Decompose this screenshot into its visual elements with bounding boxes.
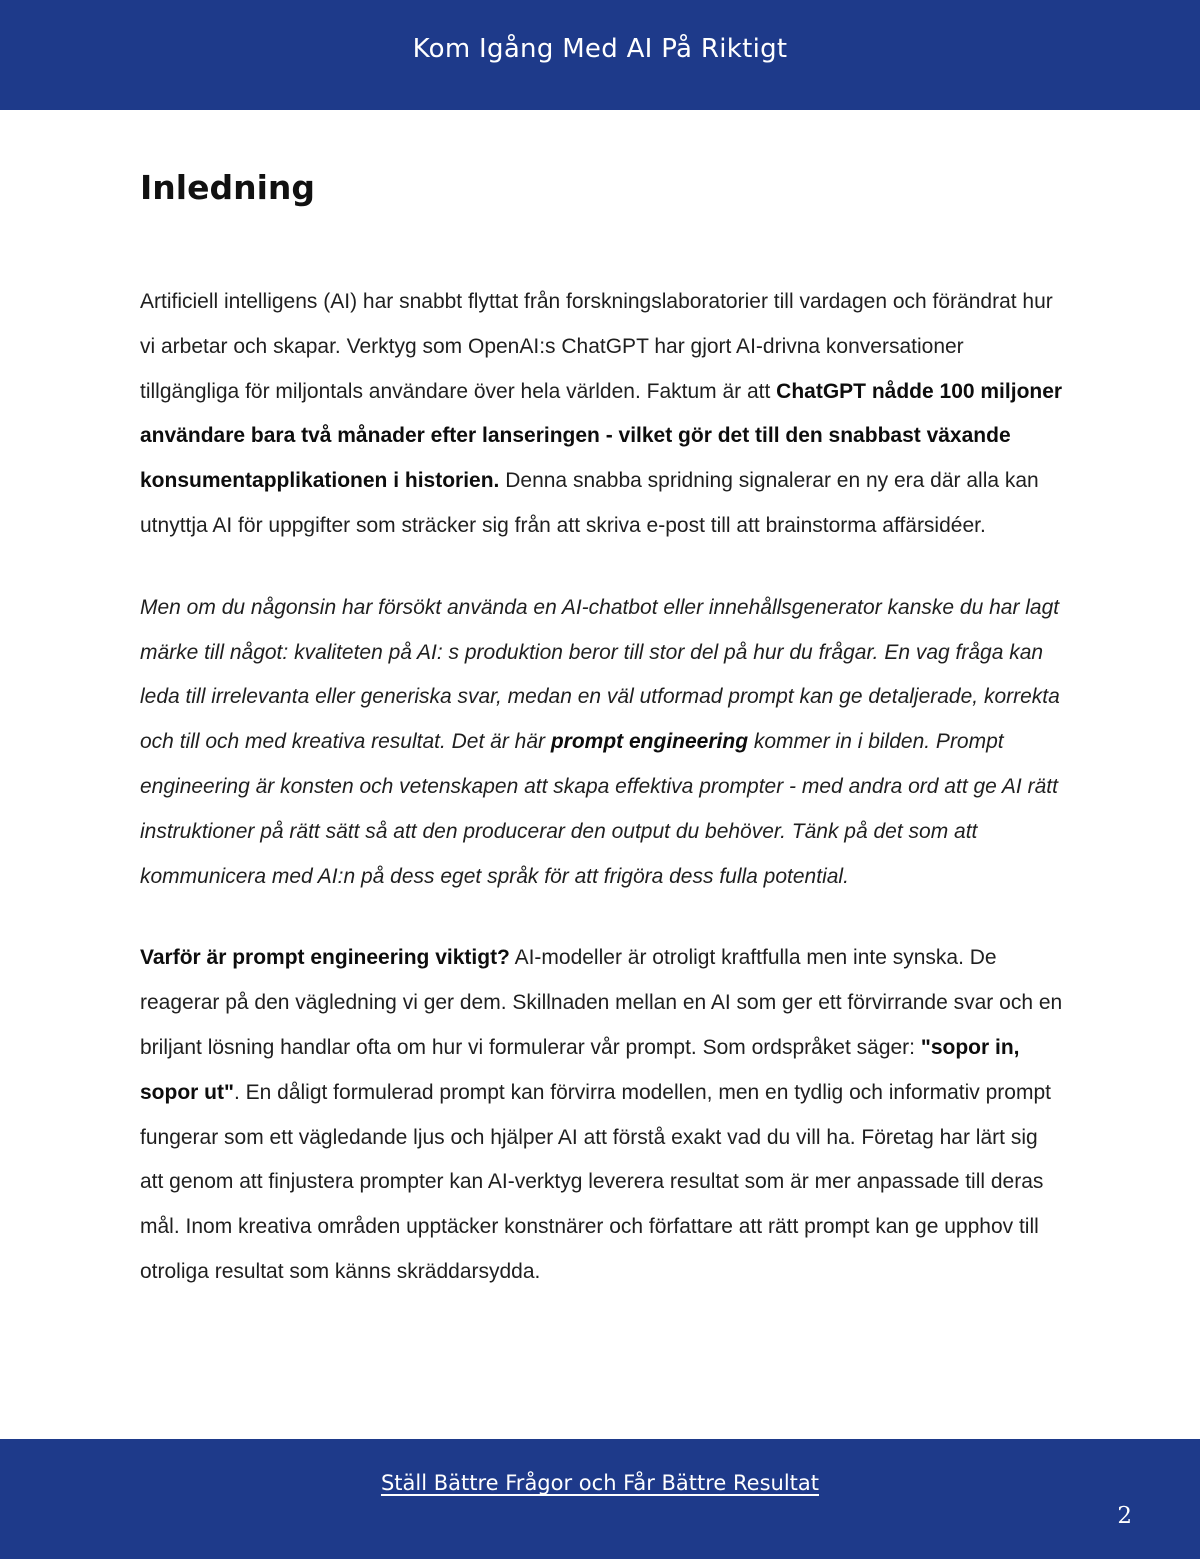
why-bold-question: Varför är prompt engineering viktigt? [140, 946, 510, 970]
pe-bold-term: prompt engineering [550, 730, 749, 754]
intro-bold-fact: ChatGPT nådde 100 miljoner användare bara två månader efter lanseringen - vilket gör det till den snabbast växande konsumentapplikationen i historien. [140, 379, 1063, 493]
paragraph-prompt-engineering [140, 586, 1065, 900]
section-heading: Inledning [140, 168, 316, 207]
pe-text-continued: kommer in i bilden. Prompt engineering är konsten och vetenskapen att skapa effektiva prompter - med andra ord att ge AI rätt instruktioner på rätt sätt så att den producerar den output du behöver. Tänk på det som att kommunicera med AI:n på dess eget språk för att frigöra dess fulla potential. [140, 730, 1058, 888]
why-text: AI-modeller är otroligt kraftfulla men inte synska. De reagerar på den vägledning vi ger dem. Skillnaden mellan en AI som ger ett förvirrande svar och en briljant lösning handlar ofta om hur vi formulerar vår prompt. Som ordspråket säger: [140, 946, 1063, 1059]
why-bold-quote: "sopor in, sopor ut" [140, 1035, 1020, 1104]
intro-text: Artificiell intelligens (AI) har snabbt flyttat från forskningslaboratorier till vardagen och förändrat hur vi arbetar och skapar. Verktyg som OpenAI:s ChatGPT har gjort AI-drivna konversationer tillgängliga för miljontals användare över hela världen. Faktum är att [140, 290, 1053, 403]
pe-text: Men om du någonsin har försökt använda en AI-chatbot eller innehållsgenerator kanske du har lagt märke till något: kvaliteten på AI: s produktion beror till stor del på hur du frågar. En vag fråga kan leda till irrelevanta eller generiska svar, medan en väl utformad prompt kan ge detaljerade, korrekta och till och med kreativa resultat. Det är här [140, 595, 1060, 754]
page-number: 2 [1117, 1503, 1132, 1529]
footer-link[interactable]: Ställ Bättre Frågor och Får Bättre Resultat [380, 1471, 820, 1495]
why-text-continued: . En dåligt formulerad prompt kan förvirra modellen, men en tydlig och informativ prompt fungerar som ett vägledande ljus och hjälper AI att förstå exakt vad du vill ha. Företag har lärt sig att genom att finjustera prompter kan AI-verktyg leverera resultat som är mer anpassade till deras mål. Inom kreativa områden upptäcker konstnärer och författare att rätt prompt kan ge upphov till otroliga resultat som känns skräddarsydda. [140, 1080, 1051, 1283]
paragraph-why-important [140, 936, 1065, 1294]
paragraph-intro [140, 280, 1065, 549]
intro-text-continued: Denna snabba spridning signalerar en ny era där alla kan utnyttja AI för uppgifter som sträcker sig från att skriva e-post till att brainstorma affärsidéer. [140, 469, 1039, 537]
main-content [140, 160, 1065, 1332]
page-footer [0, 1439, 1200, 1559]
header-title: Kom Igång Med AI På Riktigt [412, 34, 788, 64]
page-header [0, 0, 1200, 110]
